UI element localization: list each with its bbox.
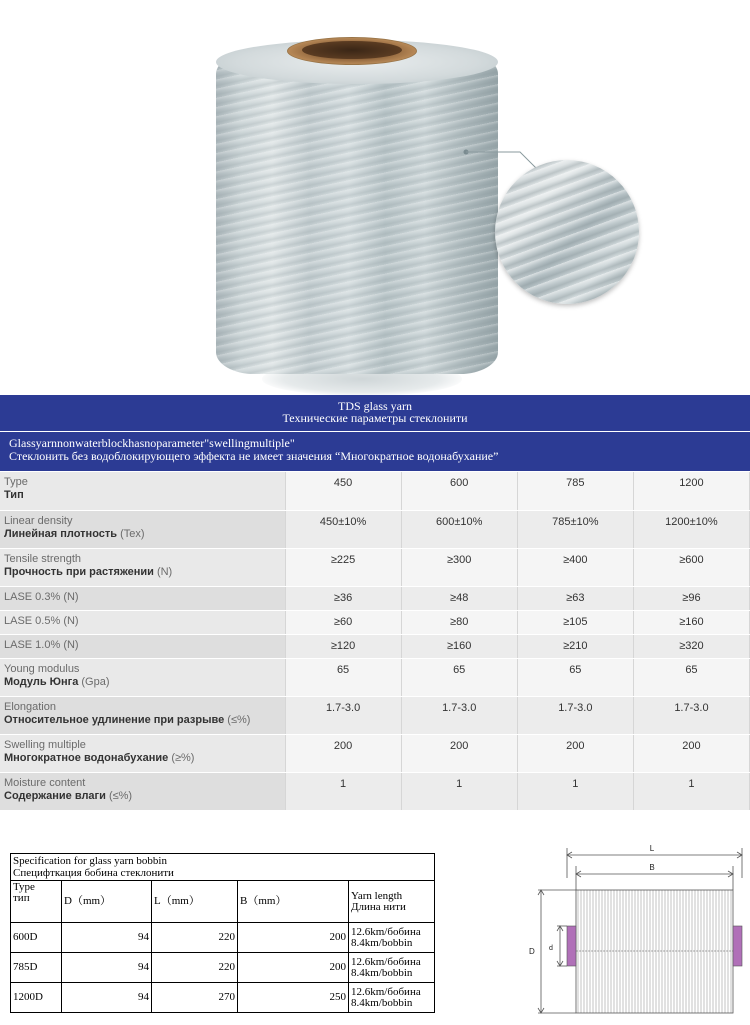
row-label: Young modulus Модуль Юнга (Gpa) bbox=[0, 658, 285, 696]
table-cell: ≥210 bbox=[517, 634, 633, 658]
header-yarn-length: Yarn length Длина нити bbox=[349, 881, 435, 923]
table-row bbox=[0, 658, 750, 696]
cell-yarn-length: 12.6km/бобина 8.4km/bobbin bbox=[349, 953, 435, 983]
bobbin-spec-title-en: Specification for glass yarn bobbin bbox=[13, 855, 167, 867]
table-cell: ≥60 bbox=[285, 610, 401, 634]
dimension-d bbox=[557, 926, 567, 966]
tds-table bbox=[0, 395, 750, 811]
table-row bbox=[0, 696, 750, 734]
bobbin-spec-title-ru: Специфткация бобина стеклонити bbox=[13, 867, 174, 879]
header-l: L（mm） bbox=[152, 881, 238, 923]
table-cell: 65 bbox=[633, 658, 749, 696]
table-cell: 450±10% bbox=[285, 510, 401, 548]
table-cell: 200 bbox=[285, 734, 401, 772]
table-cell: 200 bbox=[633, 734, 749, 772]
row-label: LASE 1.0% (N) bbox=[0, 634, 285, 658]
tds-title-en: TDS glass yarn bbox=[338, 399, 412, 413]
table-cell: 1 bbox=[633, 772, 749, 810]
label-B: B bbox=[649, 863, 655, 872]
row-label: Tensile strength Прочность при растяжении (N) bbox=[0, 548, 285, 586]
cell-d: 94 bbox=[62, 923, 152, 953]
tds-title-ru: Технические параметры стеклонити bbox=[282, 411, 468, 425]
table-cell: 1200 bbox=[633, 472, 749, 510]
table-cell: ≥63 bbox=[517, 586, 633, 610]
bobbin-body bbox=[576, 890, 733, 1013]
cell-d: 94 bbox=[62, 953, 152, 983]
table-cell: 1.7-3.0 bbox=[401, 696, 517, 734]
cell-b: 200 bbox=[238, 953, 349, 983]
flange-left bbox=[567, 926, 576, 966]
table-cell: 1.7-3.0 bbox=[517, 696, 633, 734]
tds-parameter-table bbox=[0, 472, 750, 811]
cell-l: 220 bbox=[152, 923, 238, 953]
table-cell: ≥600 bbox=[633, 548, 749, 586]
row-label: Type Тип bbox=[0, 472, 285, 510]
table-cell: 450 bbox=[285, 472, 401, 510]
table-row bbox=[0, 510, 750, 548]
row-label: LASE 0.3% (N) bbox=[0, 586, 285, 610]
table-cell: 785 bbox=[517, 472, 633, 510]
header-b: B（mm） bbox=[238, 881, 349, 923]
table-cell: 600±10% bbox=[401, 510, 517, 548]
table-cell: 785±10% bbox=[517, 510, 633, 548]
cell-yarn-length: 12.6km/бобина 8.4km/bobbin bbox=[349, 923, 435, 953]
table-row bbox=[0, 734, 750, 772]
row-label: Swelling multiple Многократное водонабухание (≥%) bbox=[0, 734, 285, 772]
table-row bbox=[0, 772, 750, 810]
product-photo bbox=[0, 0, 750, 395]
table-cell: ≥120 bbox=[285, 634, 401, 658]
table-row bbox=[0, 586, 750, 610]
table-cell: 600 bbox=[401, 472, 517, 510]
table-cell: 1 bbox=[285, 772, 401, 810]
table-row bbox=[0, 634, 750, 658]
table-cell: ≥300 bbox=[401, 548, 517, 586]
cell-type: 600D bbox=[11, 923, 62, 953]
tds-note-en: Glassyarnnonwaterblockhasnoparameter"swellingmultiple" bbox=[9, 436, 295, 450]
bobbin-dimension-drawing bbox=[520, 838, 748, 1018]
table-cell: 65 bbox=[517, 658, 633, 696]
header-type: Type тип bbox=[11, 881, 62, 923]
table-row bbox=[11, 953, 435, 983]
table-cell: ≥320 bbox=[633, 634, 749, 658]
bobbin-spec-header-row bbox=[11, 881, 435, 923]
table-cell: 200 bbox=[401, 734, 517, 772]
row-label: Linear density Линейная плотность (Tex) bbox=[0, 510, 285, 548]
table-row bbox=[0, 610, 750, 634]
table-cell: 1200±10% bbox=[633, 510, 749, 548]
table-cell: 200 bbox=[517, 734, 633, 772]
table-cell: 65 bbox=[285, 658, 401, 696]
cell-type: 785D bbox=[11, 953, 62, 983]
label-D: D bbox=[529, 947, 535, 956]
cell-l: 270 bbox=[152, 983, 238, 1013]
bobbin-spec-title bbox=[11, 854, 435, 881]
label-L: L bbox=[649, 844, 655, 853]
cell-l: 220 bbox=[152, 953, 238, 983]
tds-note-ru: Стеклонить без водоблокирующего эффекта не имеет значения “Многократное водонабухание” bbox=[9, 449, 499, 463]
table-row bbox=[11, 983, 435, 1013]
table-cell: ≥80 bbox=[401, 610, 517, 634]
table-cell: ≥96 bbox=[633, 586, 749, 610]
tds-title bbox=[0, 395, 750, 432]
label-d: d bbox=[549, 945, 553, 952]
table-cell: ≥400 bbox=[517, 548, 633, 586]
table-cell: 1 bbox=[517, 772, 633, 810]
table-cell: ≥105 bbox=[517, 610, 633, 634]
table-cell: ≥160 bbox=[633, 610, 749, 634]
bobbin-spec-table bbox=[10, 853, 435, 1013]
table-cell: 65 bbox=[401, 658, 517, 696]
row-label: LASE 0.5% (N) bbox=[0, 610, 285, 634]
table-cell: ≥160 bbox=[401, 634, 517, 658]
cell-d: 94 bbox=[62, 983, 152, 1013]
cell-type: 1200D bbox=[11, 983, 62, 1013]
table-cell: ≥36 bbox=[285, 586, 401, 610]
table-cell: ≥225 bbox=[285, 548, 401, 586]
table-cell: 1 bbox=[401, 772, 517, 810]
header-d: D（mm） bbox=[62, 881, 152, 923]
cell-yarn-length: 12.6km/бобина 8.4km/bobbin bbox=[349, 983, 435, 1013]
table-row bbox=[11, 923, 435, 953]
flange-right bbox=[733, 926, 742, 966]
table-cell: 1.7-3.0 bbox=[633, 696, 749, 734]
table-cell: 1.7-3.0 bbox=[285, 696, 401, 734]
cell-b: 200 bbox=[238, 923, 349, 953]
table-row bbox=[0, 472, 750, 510]
table-row bbox=[0, 548, 750, 586]
row-label: Elongation Относительное удлинение при разрыве (≤%) bbox=[0, 696, 285, 734]
bobbin-spec-title-row bbox=[11, 854, 435, 881]
magnified-fiber-icon bbox=[495, 160, 639, 304]
table-cell: ≥48 bbox=[401, 586, 517, 610]
tds-note bbox=[0, 432, 750, 472]
row-label: Moisture content Содержание влаги (≤%) bbox=[0, 772, 285, 810]
cell-b: 250 bbox=[238, 983, 349, 1013]
